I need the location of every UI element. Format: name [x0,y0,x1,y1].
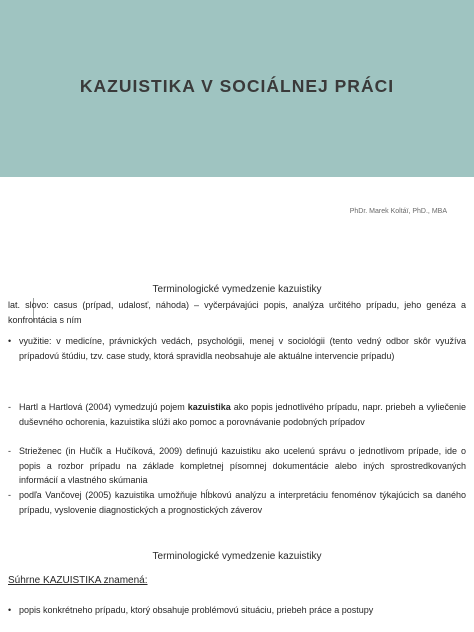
list-item-text: popis konkrétneho prípadu, ktorý obsahuje problémovú situáciu, priebeh práce a postupy [19,605,374,615]
bullet-dash: - [8,490,11,500]
slide-heading: Terminologické vymedzenie kazuistiky [152,284,322,295]
slide3-subheading: Súhrne KAZUISTIKA znamená: [8,575,148,586]
bullet-dot: • [8,336,12,346]
list-item-vancova [8,488,466,517]
list-item-text: podľa Vančovej (2005) kazuistika umožňuje hĺbkovú analýzu a interpretáciu fenoménov týkajúcich sa daného prípadu, vyslovenie diagnostických a prognostických záverov [19,490,466,515]
list-item-striezenec [8,444,466,488]
bullet-dash: - [8,446,11,456]
author-name: PhDr. Marek Koltáï, PhD., MBA [349,208,447,215]
bullet-dash: - [8,402,11,412]
list-item-text: Hartl a Hartlová (2004) vymedzujú pojem kazuistika ako popis jednotlivého prípadu, napr. priebeh a vyliečenie duševného ochorenia, kazuistika slúži ako pomoc a porovnávanie podobných prípadov [19,402,466,427]
title-slide [0,0,474,276]
list-item-usage [8,334,466,363]
slide3-heading: Terminologické vymedzenie kazuistiky [152,551,322,562]
list-item-text: využitie: v medicíne, právnických vedách, psychológii, menej v sociológii (tento vedný odbor skôr využíva prípadovú štúdiu, tzv. case study, ktorá spravidla neobsahuje ale aktuálne intervencie prípadu) [19,336,466,361]
list-item-text: Strieženec (in Hučík a Hučíková, 2009) definujú kazuistiku ako ucelenú správu o jednotlivom prípade, ide o popis a rozbor prípadu na základe kompletnej písomnej dokumentácie alebo iných sprostredkovaných informácií a vlastného skúmania [19,446,466,486]
list-item-hartl [8,400,466,429]
list-item-summary [8,603,466,618]
presentation-title: KAZUISTIKA V SOCIÁLNEJ PRÁCI [79,76,395,96]
bold-term: kazuistika [187,402,231,412]
intro-paragraph: lat. slovo: casus (prípad, udalosť, náhoda) – vyčerpávajúci popis, analýza určitého prípadu, jeho genéza a konfrontácia s ním [8,300,466,325]
bullet-dot: • [8,605,12,615]
